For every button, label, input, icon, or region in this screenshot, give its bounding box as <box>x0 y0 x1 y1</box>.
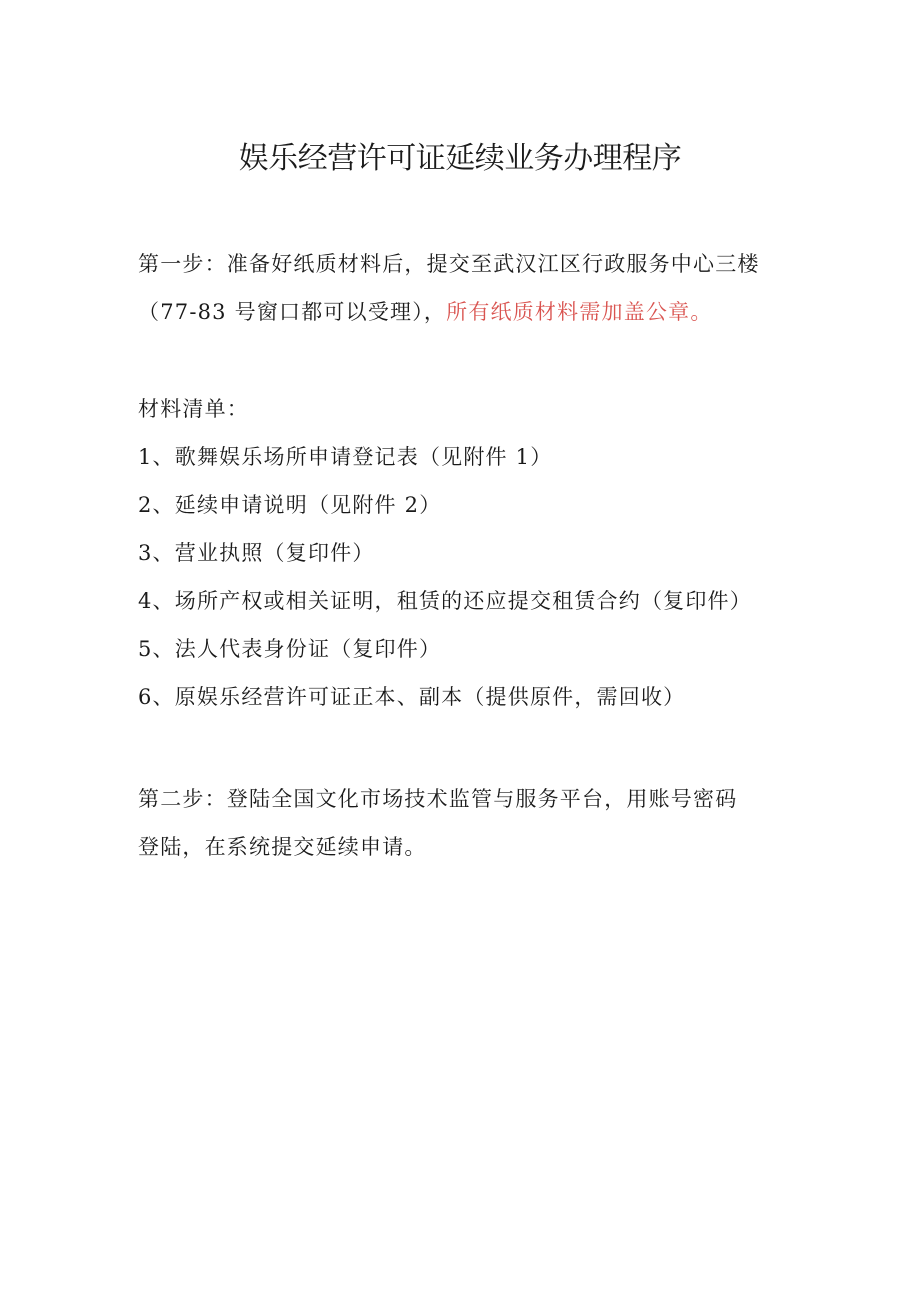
list-item: 4、场所产权或相关证明，租赁的还应提交租赁合约（复印件） <box>138 589 752 613</box>
list-item: 5、法人代表身份证（复印件） <box>138 637 442 661</box>
list-item: 6、原娱乐经营许可证正本、副本（提供原件，需回收） <box>138 685 686 709</box>
list-item: 2、延续申请说明（见附件 2） <box>138 493 442 517</box>
list-item: 1、歌舞娱乐场所申请登记表（见附件 1） <box>138 445 553 469</box>
list-item: 3、营业执照（复印件） <box>138 541 375 565</box>
step-one-paragraph <box>138 240 778 336</box>
step-one-window-note: （77-83 号窗口都可以受理）， <box>138 300 447 324</box>
step-two-line-2: 登陆，在系统提交延续申请。 <box>138 835 427 859</box>
materials-heading: 材料清单： <box>138 397 249 421</box>
materials-list <box>138 385 778 721</box>
step-two-line-1: 第二步：登陆全国文化市场技术监管与服务平台，用账号密码 <box>138 787 738 811</box>
step-one-stamp-requirement: 所有纸质材料需加盖公章。 <box>446 300 713 324</box>
step-one-line-1: 第一步：准备好纸质材料后，提交至武汉江区行政服务中心三楼 <box>138 252 760 276</box>
step-one-line-2 <box>138 288 778 336</box>
document-title: 娱乐经营许可证延续业务办理程序 <box>238 141 682 176</box>
step-two-paragraph <box>138 775 778 871</box>
